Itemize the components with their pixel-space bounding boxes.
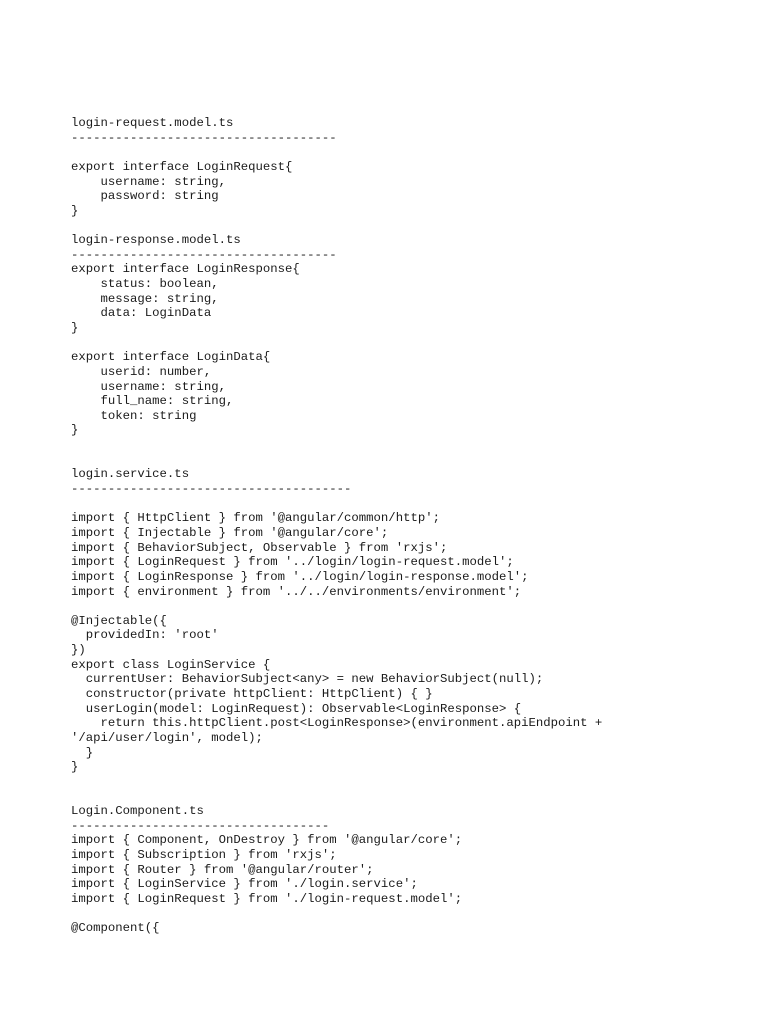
code-line <box>71 497 761 512</box>
code-line <box>71 789 761 804</box>
code-line <box>71 453 761 468</box>
code-line: token: string <box>71 408 197 423</box>
code-line: constructor(private httpClient: HttpClient) { } <box>71 686 433 701</box>
code-line: full_name: string, <box>71 394 234 409</box>
code-line: password: string <box>71 189 219 204</box>
code-line: return this.httpClient.post<LoginResponse>(environment.apiEndpoint + <box>71 716 603 731</box>
code-line: import { BehaviorSubject, Observable } from 'rxjs'; <box>71 540 448 555</box>
code-line: import { LoginResponse } from '../login/login-response.model'; <box>71 569 529 584</box>
code-line: import { Component, OnDestroy } from '@angular/core'; <box>71 833 463 848</box>
code-line: login.service.ts <box>71 467 190 482</box>
code-line: ------------------------------------ <box>71 247 337 262</box>
code-line: Login.Component.ts <box>71 804 204 819</box>
code-line: } <box>71 203 79 218</box>
code-line: userid: number, <box>71 364 212 379</box>
code-document <box>71 116 761 936</box>
code-line: } <box>71 423 79 438</box>
code-line: } <box>71 760 79 775</box>
code-line <box>71 438 761 453</box>
code-line: import { Subscription } from 'rxjs'; <box>71 848 337 863</box>
code-line: import { Injectable } from '@angular/core'; <box>71 525 389 540</box>
code-line <box>71 599 761 614</box>
code-line: } <box>71 320 79 335</box>
code-line: ----------------------------------- <box>71 818 330 833</box>
code-line: login-response.model.ts <box>71 233 241 248</box>
code-line: @Component({ <box>71 921 160 936</box>
code-line: username: string, <box>71 174 226 189</box>
code-line: }) <box>71 643 86 658</box>
code-line: ------------------------------------ <box>71 130 337 145</box>
code-line: import { LoginService } from './login.service'; <box>71 877 418 892</box>
code-line: export interface LoginResponse{ <box>71 262 300 277</box>
code-line: export interface LoginData{ <box>71 350 271 365</box>
code-line: import { environment } from '../../environments/environment'; <box>71 584 522 599</box>
code-line <box>71 218 761 233</box>
code-line: userLogin(model: LoginRequest): Observable<LoginResponse> { <box>71 701 522 716</box>
code-line: import { Router } from '@angular/router'; <box>71 862 374 877</box>
code-line: '/api/user/login', model); <box>71 730 263 745</box>
code-line: login-request.model.ts <box>71 116 234 130</box>
code-line: import { HttpClient } from '@angular/common/http'; <box>71 511 440 526</box>
code-line: message: string, <box>71 291 219 306</box>
code-line: } <box>71 745 94 760</box>
code-line <box>71 907 761 922</box>
code-line: import { LoginRequest } from '../login/login-request.model'; <box>71 555 514 570</box>
code-line: providedIn: 'root' <box>71 628 219 643</box>
code-line: -------------------------------------- <box>71 482 352 497</box>
code-line: export interface LoginRequest{ <box>71 159 293 174</box>
code-line: status: boolean, <box>71 277 219 292</box>
code-line <box>71 336 761 351</box>
code-line: export class LoginService { <box>71 657 271 672</box>
code-line <box>71 775 761 790</box>
code-line: data: LoginData <box>71 306 212 321</box>
code-line: username: string, <box>71 379 226 394</box>
code-line <box>71 145 761 160</box>
code-line: currentUser: BehaviorSubject<any> = new BehaviorSubject(null); <box>71 672 544 687</box>
code-line: import { LoginRequest } from './login-request.model'; <box>71 891 463 906</box>
code-line: @Injectable({ <box>71 613 167 628</box>
